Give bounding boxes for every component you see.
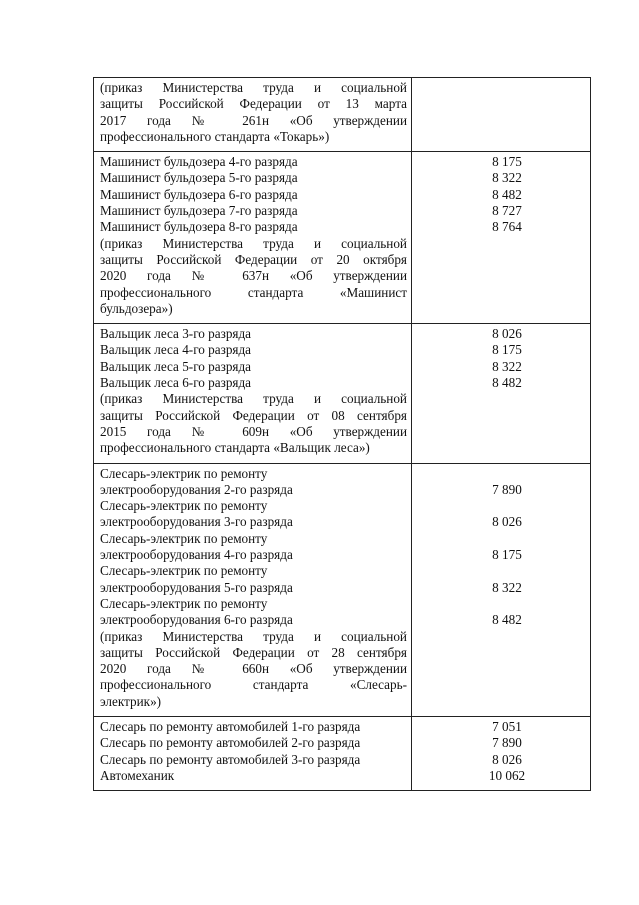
wage-spacer <box>412 466 590 482</box>
order-reference-line: профессионального стандарта «Слесарь- <box>100 677 407 693</box>
position-name-line: Слесарь-электрик по ремонту <box>100 498 268 514</box>
order-reference-line: профессионального стандарта «Вальщик леса») <box>100 440 370 456</box>
order-reference-line: 2015 года № 609н «Об утверждении <box>100 423 407 439</box>
wage-value: 8 482 <box>492 186 522 202</box>
wage-table-body <box>94 78 591 791</box>
position-name-line: Автомеханик <box>100 767 175 783</box>
position-name-line: Машинист бульдозера 8-го разряда <box>100 219 298 235</box>
position-name-line: Слесарь по ремонту автомобилей 1-го разряда <box>100 718 361 734</box>
wage-table <box>93 77 591 791</box>
position-name-line: Машинист бульдозера 7-го разряда <box>100 203 298 219</box>
position-name-line: Слесарь-электрик по ремонту <box>100 563 268 579</box>
wage-value: 7 890 <box>492 481 522 497</box>
order-reference-line: (приказ Министерства труда и социальной <box>100 80 407 95</box>
wage-value: 8 482 <box>492 612 522 628</box>
order-reference-line: защиты Российской Федерации от 08 сентября <box>100 407 407 423</box>
wage-value: 8 322 <box>492 358 522 374</box>
order-reference-line: защиты Российской Федерации от 20 октября <box>100 251 407 267</box>
wage-spacer <box>412 498 590 514</box>
order-reference-line: профессионального стандарта «Машинист <box>100 284 407 300</box>
order-reference-line: бульдозера») <box>100 300 173 316</box>
position-name-line: электрооборудования 5-го разряда <box>100 579 293 595</box>
position-name-line: электрооборудования 4-го разряда <box>100 547 293 563</box>
table-row <box>94 152 591 324</box>
order-reference-line: защиты Российской Федерации от 13 марта <box>100 96 407 112</box>
position-cell <box>94 463 412 716</box>
position-name-line: Слесарь-электрик по ремонту <box>100 530 268 546</box>
wage-value: 8 175 <box>492 154 522 170</box>
position-name-line: Машинист бульдозера 6-го разряда <box>100 186 298 202</box>
wage-value: 8 026 <box>492 326 522 342</box>
wage-spacer <box>412 563 590 579</box>
wage-value: 8 026 <box>492 751 522 767</box>
position-cell <box>94 152 412 324</box>
wage-cell <box>412 78 591 152</box>
wage-value: 8 026 <box>492 514 522 530</box>
wage-value: 7 051 <box>492 718 522 734</box>
position-name-line: Вальщик леса 5-го разряда <box>100 358 252 374</box>
position-name-line: электрооборудования 3-го разряда <box>100 514 293 530</box>
table-row <box>94 324 591 463</box>
order-reference-line: защиты Российской Федерации от 28 сентября <box>100 644 407 660</box>
position-cell <box>94 716 412 790</box>
position-name-line: Слесарь по ремонту автомобилей 3-го разряда <box>100 751 361 767</box>
table-row <box>94 78 591 152</box>
wage-value: 8 764 <box>492 219 522 235</box>
order-reference-line: 2020 года № 637н «Об утверждении <box>100 268 407 284</box>
wage-value: 8 322 <box>492 579 522 595</box>
wage-spacer <box>412 531 590 547</box>
order-reference-line: 2020 года № 660н «Об утверждении <box>100 661 407 677</box>
wage-value: 8 175 <box>492 342 522 358</box>
wage-cell <box>412 152 591 324</box>
table-row <box>94 716 591 790</box>
wage-value: 8 727 <box>492 203 522 219</box>
position-name-line: электрооборудования 2-го разряда <box>100 481 293 497</box>
wage-cell <box>412 463 591 716</box>
position-name-line: Слесарь-электрик по ремонту <box>100 595 268 611</box>
position-name-line: Слесарь по ремонту автомобилей 2-го разряда <box>100 735 361 751</box>
position-name-line: Машинист бульдозера 4-го разряда <box>100 154 298 170</box>
wage-cell <box>412 324 591 463</box>
wage-value: 8 175 <box>492 547 522 563</box>
order-reference-line: (приказ Министерства труда и социальной <box>100 235 407 251</box>
position-name-line: электрооборудования 6-го разряда <box>100 612 293 628</box>
order-reference-line: 2017 года № 261н «Об утверждении <box>100 112 407 128</box>
wage-value: 8 322 <box>492 170 522 186</box>
position-cell <box>94 78 412 152</box>
order-reference-line: профессионального стандарта «Токарь») <box>100 128 330 144</box>
position-name-line: Вальщик леса 4-го разряда <box>100 342 252 358</box>
wage-value: 7 890 <box>492 735 522 751</box>
position-cell <box>94 324 412 463</box>
position-name-line: Вальщик леса 6-го разряда <box>100 375 252 391</box>
wage-value: 10 062 <box>488 767 526 783</box>
wage-spacer <box>412 596 590 612</box>
position-name-line: Слесарь-электрик по ремонту <box>100 465 268 481</box>
wage-cell <box>412 716 591 790</box>
order-reference-line: электрик») <box>100 693 162 709</box>
table-row <box>94 463 591 716</box>
wage-value: 8 482 <box>492 375 522 391</box>
position-name-line: Машинист бульдозера 5-го разряда <box>100 170 298 186</box>
position-name-line: Вальщик леса 3-го разряда <box>100 326 252 342</box>
order-reference-line: (приказ Министерства труда и социальной <box>100 628 407 644</box>
order-reference-line: (приказ Министерства труда и социальной <box>100 391 407 407</box>
